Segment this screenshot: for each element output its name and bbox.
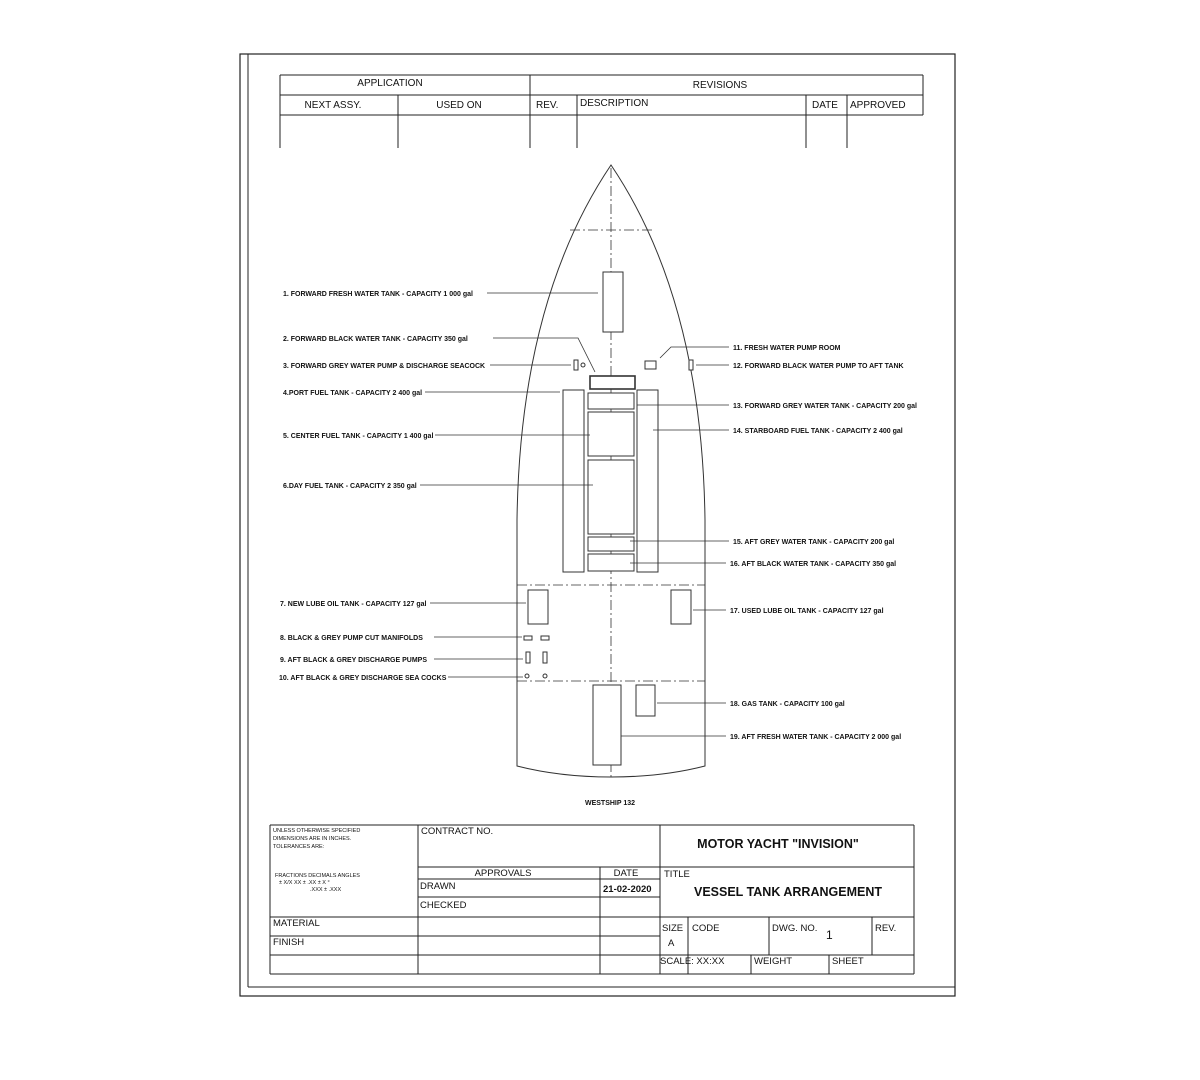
next-assy-header: NEXT ASSY.: [304, 100, 362, 111]
callout-14: 14. STARBOARD FUEL TANK - CAPACITY 2 400 gal: [733, 428, 903, 435]
drawing-caption: WESTSHIP 132: [584, 800, 636, 807]
callout-8: 8. BLACK & GREY PUMP CUT MANIFOLDS: [280, 635, 423, 642]
aft-sea-cock-2: [543, 674, 547, 678]
callout-5: 5. CENTER FUEL TANK - CAPACITY 1 400 gal: [283, 433, 434, 440]
rev-label: REV.: [875, 923, 897, 934]
aft-black-water-tank: [588, 554, 634, 571]
size-value: A: [668, 938, 675, 949]
drawing-title: VESSEL TANK ARRANGEMENT: [694, 885, 882, 899]
project-name: MOTOR YACHT "INVISION": [697, 837, 859, 851]
approvals-label: APPROVALS: [474, 868, 532, 879]
tolerance-header: FRACTIONS DECIMALS ANGLES: [275, 873, 360, 879]
callout-13: 13. FORWARD GREY WATER TANK - CAPACITY 200 gal: [733, 403, 917, 410]
callout-10: 10. AFT BLACK & GREY DISCHARGE SEA COCKS: [279, 675, 447, 682]
tolerance-note-1: UNLESS OTHERWISE SPECIFIED: [273, 828, 361, 834]
forward-black-water-tank: [590, 376, 635, 389]
callout-7: 7. NEW LUBE OIL TANK - CAPACITY 127 gal: [280, 601, 427, 608]
forward-seacock: [581, 363, 585, 367]
callout-15: 15. AFT GREY WATER TANK - CAPACITY 200 gal: [733, 539, 895, 546]
sheet-label: SHEET: [832, 956, 864, 967]
callout-1: 1. FORWARD FRESH WATER TANK - CAPACITY 1 000 gal: [283, 291, 473, 298]
aft-fresh-water-tank: [593, 685, 621, 765]
description-header: DESCRIPTION: [580, 98, 649, 109]
pump-cut-manifold-1: [524, 636, 532, 640]
tolerance-note-2: DIMENSIONS ARE IN INCHES.: [273, 836, 352, 842]
forward-fresh-water-tank: [603, 272, 623, 332]
tolerance-row-1: ± X/X XX ± .XX ± X °: [279, 880, 330, 886]
aft-sea-cock-1: [525, 674, 529, 678]
aft-grey-water-tank: [588, 537, 634, 551]
fresh-water-pump-room: [645, 361, 656, 369]
finish-label: FINISH: [273, 937, 305, 948]
material-label: MATERIAL: [273, 918, 320, 929]
approved-header: APPROVED: [850, 100, 906, 111]
code-label: CODE: [692, 923, 720, 934]
center-fuel-tank: [588, 412, 634, 456]
title-label: TITLE: [664, 869, 690, 880]
forward-grey-water-pump: [574, 360, 578, 370]
application-header: APPLICATION: [357, 78, 423, 89]
gas-tank: [636, 685, 655, 716]
date-header: DATE: [812, 100, 838, 111]
callout-11: 11. FRESH WATER PUMP ROOM: [733, 345, 841, 352]
aft-discharge-pump-2: [543, 652, 547, 663]
starboard-fuel-tank: [637, 390, 658, 572]
drawn-date: 21-02-2020: [603, 884, 652, 895]
pump-cut-manifold-2: [541, 636, 549, 640]
revisions-header: REVISIONS: [692, 80, 748, 91]
tolerance-row-2: .XXX ± .XXX: [310, 887, 342, 893]
weight-label: WEIGHT: [754, 956, 792, 967]
contract-no-label: CONTRACT NO.: [421, 826, 494, 837]
forward-grey-water-tank: [588, 393, 634, 409]
drawn-label: DRAWN: [420, 881, 456, 892]
approvals-date-label: DATE: [613, 868, 639, 879]
port-fuel-tank: [563, 390, 584, 572]
callout-3: 3. FORWARD GREY WATER PUMP & DISCHARGE SEACOCK: [283, 363, 486, 370]
size-label: SIZE: [662, 923, 684, 934]
new-lube-oil-tank: [528, 590, 548, 624]
aft-discharge-pump-1: [526, 652, 530, 663]
callout-18: 18. GAS TANK - CAPACITY 100 gal: [730, 701, 845, 708]
callout-16: 16. AFT BLACK WATER TANK - CAPACITY 350 gal: [730, 561, 897, 568]
forward-black-water-pump: [689, 360, 693, 370]
callout-2: 2. FORWARD BLACK WATER TANK - CAPACITY 350 gal: [283, 336, 468, 343]
rev-header: REV.: [536, 100, 559, 111]
tolerance-note-3: TOLERANCES ARE:: [273, 844, 325, 850]
scale-label: SCALE: XX:XX: [660, 956, 725, 967]
used-lube-oil-tank: [671, 590, 691, 624]
dwg-no-label: DWG. NO.: [772, 923, 818, 934]
day-fuel-tank: [588, 460, 634, 534]
callout-9: 9. AFT BLACK & GREY DISCHARGE PUMPS: [280, 657, 428, 664]
callout-17: 17. USED LUBE OIL TANK - CAPACITY 127 gal: [730, 608, 884, 615]
callout-4: 4.PORT FUEL TANK - CAPACITY 2 400 gal: [283, 390, 423, 397]
dwg-no-value: 1: [826, 928, 833, 942]
checked-label: CHECKED: [420, 900, 467, 911]
callout-6: 6.DAY FUEL TANK - CAPACITY 2 350 gal: [283, 483, 417, 490]
callout-12: 12. FORWARD BLACK WATER PUMP TO AFT TANK: [733, 363, 904, 370]
used-on-header: USED ON: [436, 100, 482, 111]
callout-19: 19. AFT FRESH WATER TANK - CAPACITY 2 000 gal: [730, 734, 902, 741]
